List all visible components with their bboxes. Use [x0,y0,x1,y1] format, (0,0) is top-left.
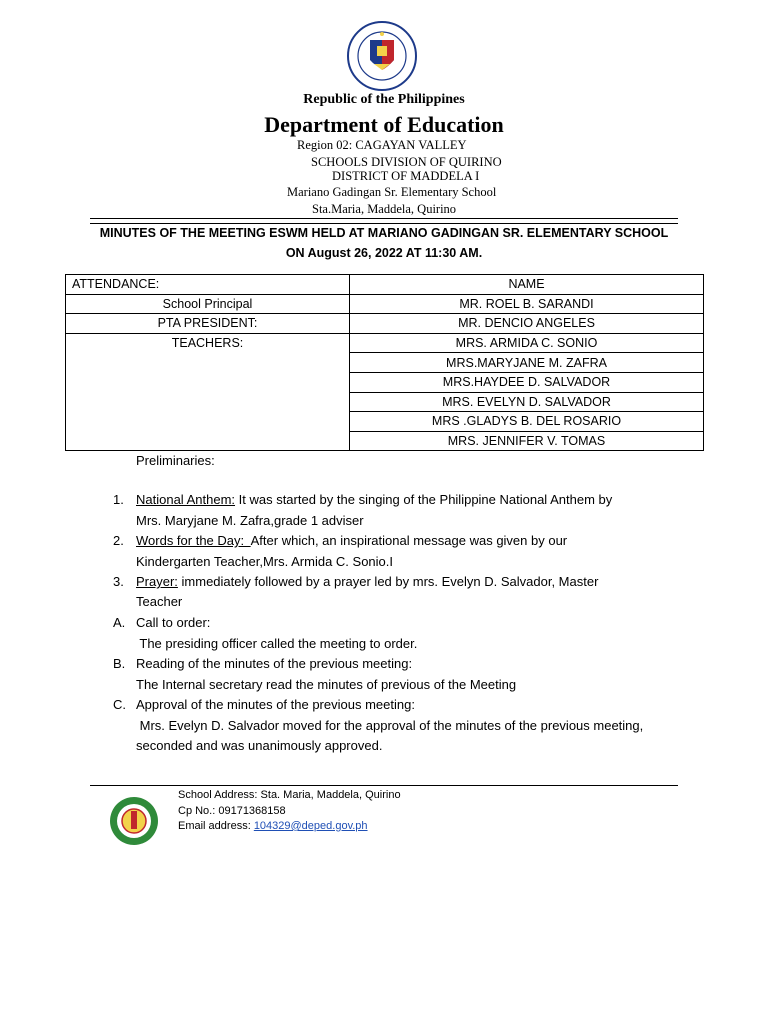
deped-seal [343,20,421,92]
section-text: The Internal secretary read the minutes of previous of the Meeting [136,677,517,692]
item-heading: National Anthem: [136,492,236,507]
table-row [66,314,704,334]
item-number: 3. [113,574,124,589]
region-line: Region 02: CAGAYAN VALLEY [297,138,467,152]
minutes-title: MINUTES OF THE MEETING ESWM HELD AT MARIANO GADINGAN SR. ELEMENTARY SCHOOL [99,226,669,240]
school-line: Mariano Gadingan Sr. Elementary School [287,185,497,199]
item-heading: Words for the Day: [136,533,251,548]
item-heading: Prayer: [136,574,178,589]
pta-label: PTA PRESIDENT: [66,314,350,334]
section-text: seconded and was unanimously approved. [136,738,383,753]
header-divider [90,218,678,224]
school-phone: Cp No.: 09171368158 [178,805,286,817]
table-row [66,275,704,295]
section-letter: B. [113,656,126,671]
preliminaries-heading: Preliminaries: [136,453,215,468]
division-line: SCHOOLS DIVISION OF QUIRINO [311,155,502,169]
email-label: Email address: [178,820,254,832]
teachers-label: TEACHERS: [66,333,350,451]
school-email-line [178,819,368,835]
item-continuation: Kindergarten Teacher,Mrs. Armida C. Sonio.I [136,554,393,569]
item-text: After which, an inspirational message was given by our [250,533,568,548]
principal-label: School Principal [66,294,350,314]
minutes-date: ON August 26, 2022 AT 11:30 AM. [285,246,483,260]
section-text: The presiding officer called the meeting to order. [136,636,418,651]
name-header: NAME [350,275,704,295]
teacher-name: MRS. ARMIDA C. SONIO [350,333,704,353]
email-link[interactable]: 104329@deped.gov.ph [253,820,368,832]
section-letter: A. [113,615,126,630]
agenda-item-words [136,531,567,551]
item-text: immediately followed by a prayer led by mrs. Evelyn D. Salvador, Master [177,574,599,589]
teacher-name: MRS.HAYDEE D. SALVADOR [350,372,704,392]
table-row [66,294,704,314]
item-text: It was started by the singing of the Philippine National Anthem by [235,492,613,507]
section-text: Mrs. Evelyn D. Salvador moved for the approval of the minutes of the previous meeting, [136,718,644,733]
section-heading: Reading of the minutes of the previous meeting: [136,656,413,671]
republic-heading: Republic of the Philippines [303,92,465,107]
item-continuation: Mrs. Maryjane M. Zafra,grade 1 adviser [136,513,364,528]
section-letter: C. [113,697,126,712]
item-continuation: Teacher [136,594,183,609]
teacher-name: MRS.MARYJANE M. ZAFRA [350,353,704,373]
school-logo [108,795,160,847]
attendance-table [65,274,704,451]
location-line: Sta.Maria, Maddela, Quirino [312,202,457,216]
attendance-header: ATTENDANCE: [66,275,350,295]
footer-divider [90,785,678,786]
agenda-item-anthem [136,490,612,510]
section-heading: Call to order: [136,615,211,630]
agenda-item-prayer [136,572,598,592]
section-heading: Approval of the minutes of the previous meeting: [136,697,415,712]
teacher-name: MRS .GLADYS B. DEL ROSARIO [350,412,704,432]
pta-name: MR. DENCIO ANGELES [350,314,704,334]
district-line: DISTRICT OF MADDELA I [332,169,480,183]
department-heading: Department of Education [264,112,504,137]
item-number: 2. [113,533,124,548]
school-address: School Address: Sta. Maria, Maddela, Quirino [178,789,401,801]
teacher-name: MRS. JENNIFER V. TOMAS [350,431,704,451]
item-number: 1. [113,492,124,507]
principal-name: MR. ROEL B. SARANDI [350,294,704,314]
table-row [66,333,704,353]
teacher-name: MRS. EVELYN D. SALVADOR [350,392,704,412]
